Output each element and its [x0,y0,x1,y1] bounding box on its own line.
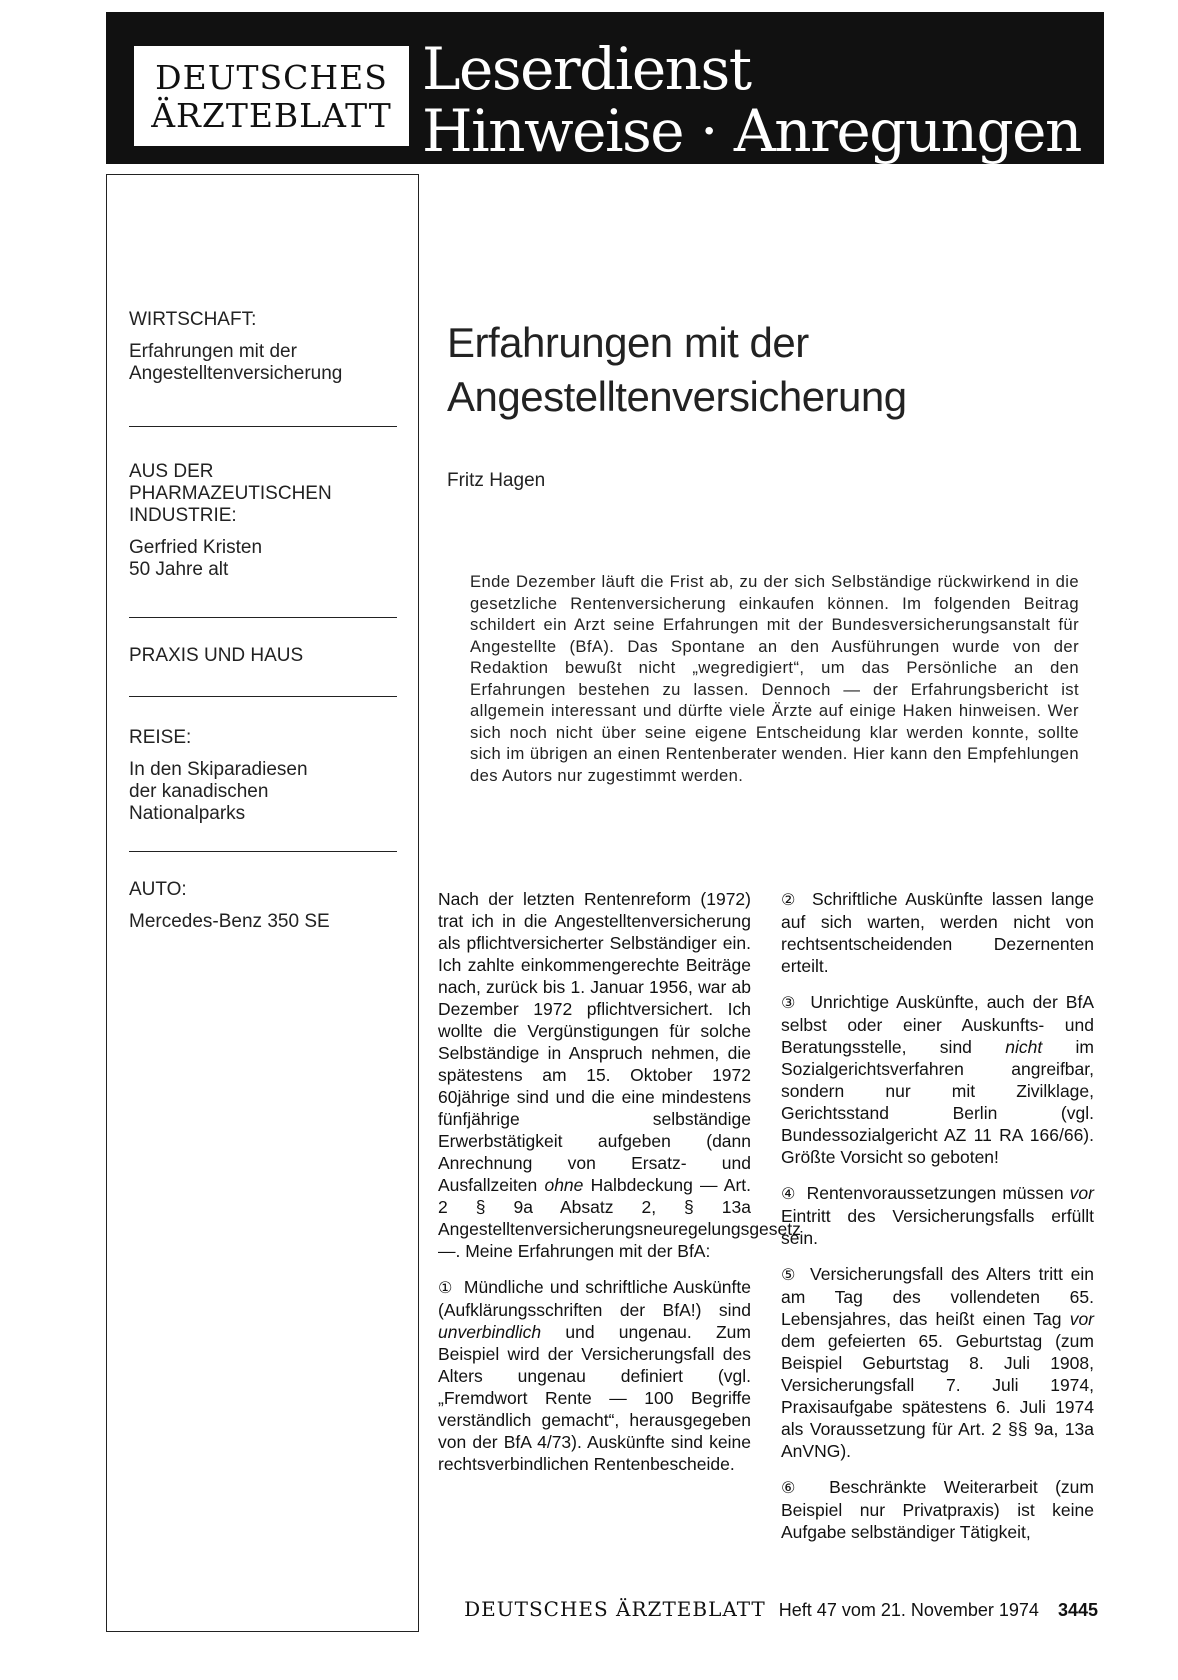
section-title-line-1: Leserdienst [422,35,751,103]
body-paragraph [438,1276,751,1475]
contents-section: PRAXIS UND HAUS [129,645,304,666]
body-paragraph [781,1263,1094,1462]
contents-entry-wirtschaft [129,309,399,385]
emphasis: vor [1069,1309,1094,1329]
contents-section: REISE: [129,727,192,748]
paragraph-text: Eintritt des Versicherungsfalls erfüllt sein. [781,1206,1094,1248]
contents-sidebar [106,174,419,1632]
paragraph-text: und ungenau. Zum Beispiel wird der Versicherungsfall des Alters ungenau definiert (vgl. „Fremdwort Rente — 100 Begriffe verständlich gemacht“, herausgegeben von der BfA 4/73). Auskünfte sind keine rechtsverbindlichen Rentenbescheide. [438,1322,751,1474]
paragraph-text: Rentenvoraussetzungen müssen [806,1183,1064,1203]
circled-number: ⑥ [781,1478,808,1497]
article-title [447,316,1087,424]
paragraph-text: Versicherungsfall des Alters tritt ein am Tag des vollendeten 65. Lebensjahres, das heißt einen Tag [781,1264,1094,1329]
body-paragraph [781,991,1094,1168]
footer-magazine-name: DEUTSCHES ÄRZTEBLATT [464,1597,766,1621]
contents-text: Angestelltenversicherung [129,363,343,384]
circled-number: ③ [781,993,799,1012]
article-author: Fritz Hagen [447,470,546,491]
article-title-line-2: Angestelltenversicherung [447,373,907,420]
paragraph-text: Halbdeckung — Art. 2 § 9a Absatz 2, § 13a Angestelltenversicherungsneuregelungsgesetz —. Meine Erfahrungen mit der BfA: [438,1175,801,1261]
logo-line-1: DEUTSCHES [155,58,388,97]
body-column-left [438,888,801,1489]
contents-section: WIRTSCHAFT: [129,309,257,330]
contents-section: AUS DER PHARMAZEUTISCHEN INDUSTRIE: [129,461,332,526]
paragraph-text: Beschränkte Weiterarbeit (zum Beispiel nur Privatpraxis) ist keine Aufgabe selbständiger Tätigkeit, [781,1477,1094,1542]
body-paragraph [781,1476,1094,1543]
body-paragraph [781,1182,1094,1249]
circled-number: ① [438,1278,454,1297]
article-lead: Ende Dezember läuft die Frist ab, zu der sich Selbständige rückwirkend in die gesetzliche Rentenversicherung einkaufen können. Im folgenden Beitrag schildert ein Arzt seine Erfahrungen mit der Bundesversicherungsanstalt für Angestellte (BfA). Das Spontane an den Ausführungen wurde von der Redaktion bewußt nicht „wegredigiert“, um das Persönliche an den Erfahrungen bestehen zu lassen. Dennoch — der Erfahrungsbericht ist allgemein interessant und dürfte viele Ärzte auf einige Haken hinweisen. Wer sich noch nicht über seine eigene Entscheidung klar werden konnte, sollte sich im übrigen an einen Rentenberater wenden. Hier kann den Empfehlungen des Autors nur zugestimmt werden. [470,572,1079,785]
body-column-right [781,888,1094,1557]
circled-number: ② [781,890,800,909]
header-banner [106,12,1104,164]
contents-entry-praxis [129,645,399,677]
divider [129,617,397,618]
contents-entry-reise [129,727,399,825]
emphasis: ohne [544,1175,584,1195]
paragraph-text: Nach der letzten Rentenreform (1972) trat ich in die Angestelltenversicherung als pflichtversicherter Selbständiger ein. Ich zahlte einkommengerechte Beiträge nach, zurück bis 1. Januar 1956, war ab Dezember 1972 pflichtversichert. Ich wollte die Vergünstigungen für solche Selbständige in Anspruch nehmen, die spätestens am 15. Oktober 1972 60jährige sind und die eine mindestens fünfjährige selbständige Erwerbstätigkeit aufgeben (dann Anrechnung von Ersatz- und Ausfallzeiten [438,889,751,1195]
emphasis: nicht [1005,1037,1043,1057]
contents-text: Gerfried Kristen [129,537,263,558]
logo-line-2: ÄRZTEBLATT [151,96,392,135]
contents-section: AUTO: [129,879,187,900]
paragraph-text: Schriftliche Auskünfte lassen lange auf sich warten, werden nicht von rechtsentscheidenden Dezernenten erteilt. [781,889,1094,976]
contents-text: In den Skiparadiesen [129,759,308,780]
paragraph-text: dem gefeierten 65. Geburtstag (zum Beispiel Geburtstag 8. Juli 1908, Versicherungsfall 7. Juli 1974, Praxisaufgabe spätestens 6. Juli 1974 als Voraussetzung für Art. 2 §§ 9a, 13a AnVNG). [781,1331,1094,1461]
article-title-line-1: Erfahrungen mit der [447,319,809,366]
page-number: 3445 [1057,1600,1098,1620]
circled-number: ④ [781,1184,797,1203]
contents-text: der kanadischen [129,781,269,802]
contents-text: 50 Jahre alt [129,559,229,580]
emphasis: unverbindlich [438,1322,542,1342]
paragraph-text: Mündliche und schriftliche Auskünfte (Aufklärungsschriften der BfA!) sind [438,1277,751,1320]
magazine-logo [134,46,409,146]
contents-text: Nationalparks [129,803,246,824]
contents-entry-auto [129,879,399,933]
circled-number: ⑤ [781,1265,799,1284]
divider [129,696,397,697]
footer-issue: Heft 47 vom 21. November 1974 [778,1600,1039,1620]
contents-text: Erfahrungen mit der [129,341,297,362]
page-footer [464,1597,1098,1621]
emphasis: vor [1069,1183,1094,1203]
section-title-line-2: Hinweise · Anregungen [422,97,1081,165]
paragraph-text: Unrichtige Auskünfte, auch der BfA selbst oder einer Auskunfts- und Beratungsstelle, sind [781,992,1094,1057]
divider [129,426,397,427]
contents-entry-pharma [129,461,399,581]
body-paragraph [438,888,801,1262]
contents-text: Mercedes-Benz 350 SE [129,911,330,932]
paragraph-text: im Sozialgerichtsverfahren angreifbar, sondern nur mit Zivilklage, Gerichtsstand Berlin (vgl. Bundessozialgericht AZ 11 RA 166/66). Größte Vorsicht so geboten! [781,1037,1094,1167]
body-paragraph [781,888,1094,977]
divider [129,851,397,852]
